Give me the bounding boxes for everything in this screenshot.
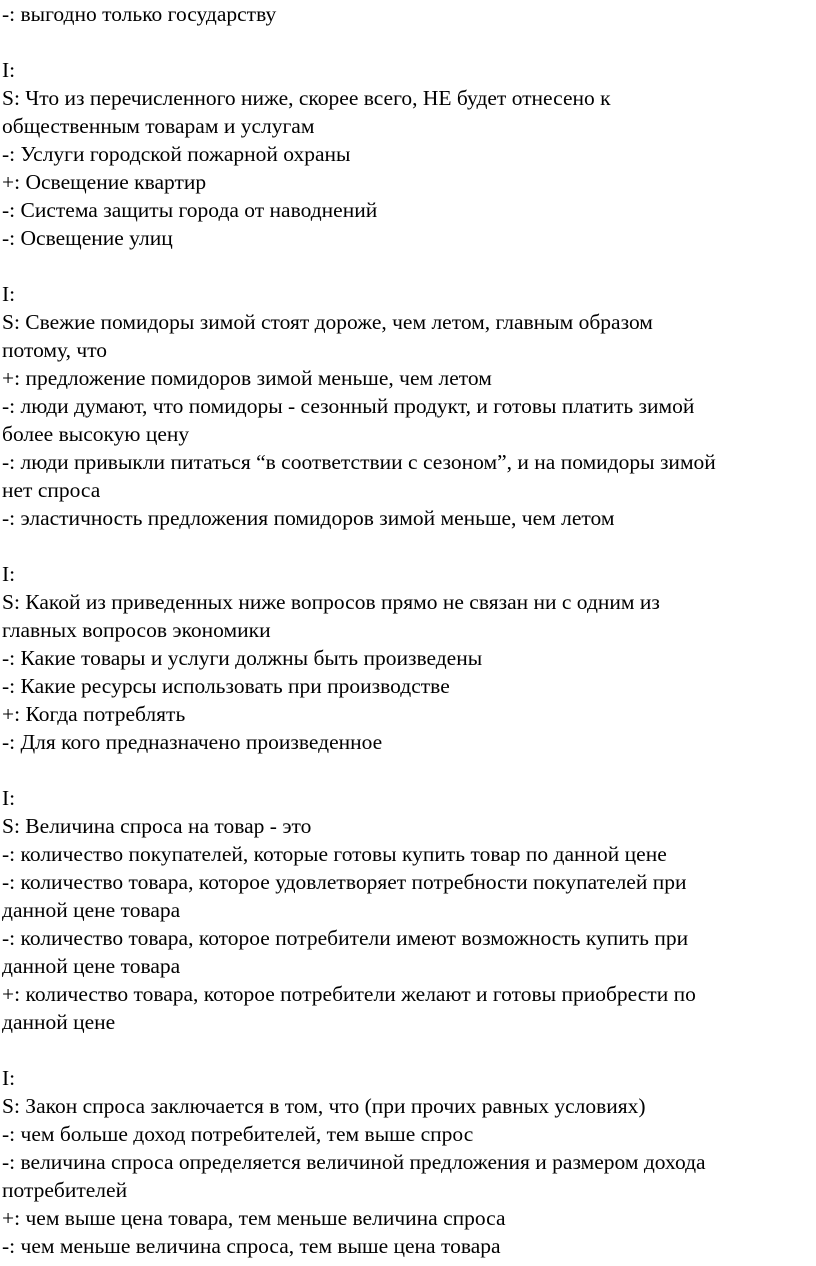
answer-option-line: +: чем выше цена товара, тем меньше величина спроса	[2, 1206, 506, 1230]
answer-option-line: -: Какие товары и услуги должны быть произведены	[2, 646, 483, 670]
question-list	[2, 28, 816, 1260]
answer-option-line: нет спроса	[2, 478, 101, 502]
question-text-line: главных вопросов экономики	[2, 618, 271, 642]
answer-option-line: -: Освещение улиц	[2, 226, 173, 250]
answer-option-line: -: чем меньше величина спроса, тем выше цена товара	[2, 1234, 501, 1258]
answer-option-line: -: эластичность предложения помидоров зимой меньше, чем летом	[2, 506, 615, 530]
question-text-line: S: Величина спроса на товар - это	[2, 814, 312, 838]
question-id-line: I:	[2, 786, 16, 810]
lead-answer-line: -: выгодно только государству	[2, 2, 277, 26]
question-block	[2, 56, 816, 252]
question-block	[2, 1064, 816, 1260]
answer-option-line: +: Освещение квартир	[2, 170, 207, 194]
answer-option-line: +: предложение помидоров зимой меньше, чем летом	[2, 366, 492, 390]
answer-option-line: более высокую цену	[2, 422, 190, 446]
answer-option-line: -: люди думают, что помидоры - сезонный продукт, и готовы платить зимой	[2, 394, 695, 418]
answer-option-line: потребителей	[2, 1178, 128, 1202]
answer-option-line: -: Какие ресурсы использовать при производстве	[2, 674, 450, 698]
question-text-line: S: Закон спроса заключается в том, что (при прочих равных условиях)	[2, 1094, 646, 1118]
answer-option-line: -: Система защиты города от наводнений	[2, 198, 378, 222]
question-text-line: общественным товарам и услугам	[2, 114, 315, 138]
answer-option-line: -: величина спроса определяется величиной предложения и размером дохода	[2, 1150, 706, 1174]
question-block	[2, 560, 816, 756]
answer-option-line: -: Услуги городской пожарной охраны	[2, 142, 351, 166]
answer-option-line: +: количество товара, которое потребители желают и готовы приобрести по	[2, 982, 696, 1006]
block-spacer	[2, 252, 816, 280]
question-block	[2, 784, 816, 1036]
answer-option-line: -: чем больше доход потребителей, тем выше спрос	[2, 1122, 474, 1146]
question-text-line: S: Свежие помидоры зимой стоят дороже, чем летом, главным образом	[2, 310, 653, 334]
answer-option-line: -: количество товара, которое удовлетворяет потребности покупателей при	[2, 870, 687, 894]
answer-option-line: -: Для кого предназначено произведенное	[2, 730, 383, 754]
question-block	[2, 280, 816, 532]
block-spacer	[2, 756, 816, 784]
answer-option-line: -: количество покупателей, которые готовы купить товар по данной цене	[2, 842, 667, 866]
question-text-line: потому, что	[2, 338, 108, 362]
answer-option-line: +: Когда потреблять	[2, 702, 186, 726]
question-id-line: I:	[2, 58, 16, 82]
question-id-line: I:	[2, 562, 16, 586]
answer-option-line: -: люди привыкли питаться “в соответствии с сезоном”, и на помидоры зимой	[2, 450, 716, 474]
question-id-line: I:	[2, 282, 16, 306]
block-spacer	[2, 1036, 816, 1064]
question-text-line: S: Что из перечисленного ниже, скорее всего, НЕ будет отнесено к	[2, 86, 611, 110]
answer-option-line: данной цене	[2, 1010, 116, 1034]
answer-option-line: -: количество товара, которое потребители имеют возможность купить при	[2, 926, 689, 950]
block-spacer	[2, 28, 816, 56]
answer-option-line: данной цене товара	[2, 898, 181, 922]
block-spacer	[2, 532, 816, 560]
answer-option-line: данной цене товара	[2, 954, 181, 978]
question-id-line: I:	[2, 1066, 16, 1090]
question-text-line: S: Какой из приведенных ниже вопросов прямо не связан ни с одним из	[2, 590, 660, 614]
